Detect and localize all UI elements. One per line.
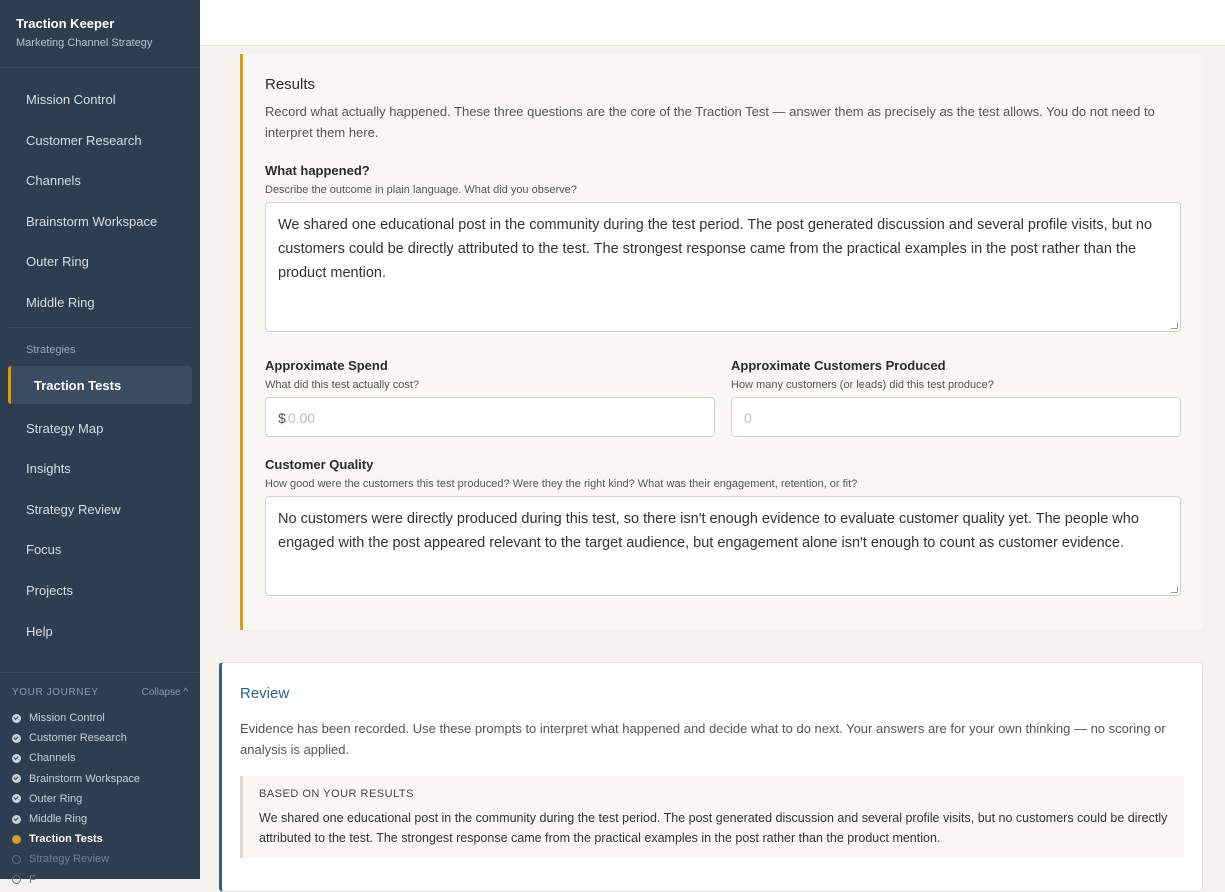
journey-item[interactable]: [12, 870, 188, 890]
journey-item-current[interactable]: [12, 829, 188, 849]
nav-item-focus[interactable]: Focus: [26, 542, 62, 558]
journey-item[interactable]: [12, 789, 188, 809]
journey-item-label: Middle Ring: [29, 813, 88, 826]
based-on-results-text: We shared one educational post in the community during the test period. The post generated discussion and several profile visits, but no customers could be directly attributed to the test. The strongest response came from the practical examples in the post rather than the product mention.: [259, 811, 1168, 845]
top-bar: [200, 0, 1225, 46]
based-on-results-title: BASED ON YOUR RESULTS: [259, 788, 414, 800]
spend-hint: What did this test actually cost?: [265, 379, 420, 391]
check-icon: [12, 794, 21, 803]
results-title: Results: [265, 76, 316, 93]
journey-panel: [0, 672, 200, 890]
currency-prefix: $: [278, 410, 286, 426]
check-icon: [12, 754, 21, 763]
pending-step-icon: [12, 875, 21, 884]
check-icon: [12, 815, 21, 824]
quality-hint: How good were the customers this test produced? Were they the right kind? What was their engagement, retention, or fit?: [265, 478, 858, 490]
review-section: [219, 662, 1203, 892]
check-icon: [12, 714, 21, 723]
journey-item[interactable]: [12, 809, 188, 829]
nav-item-strategy-map[interactable]: Strategy Map: [26, 420, 104, 436]
customers-input[interactable]: [731, 397, 1181, 437]
spend-field: [265, 338, 715, 437]
journey-item-label: Outer Ring: [29, 792, 83, 805]
nav-item-traction-tests[interactable]: Traction Tests: [8, 366, 192, 404]
customers-label: Approximate Customers Produced: [731, 358, 946, 373]
nav-item-help[interactable]: Help: [26, 623, 53, 639]
nav-item-customer-research[interactable]: Customer Research: [26, 132, 142, 148]
app-subtitle: Marketing Channel Strategy: [16, 37, 153, 49]
spend-placeholder: 0.00: [287, 410, 316, 426]
journey-item-label: Brainstorm Workspace: [29, 772, 141, 785]
journey-title: YOUR JOURNEY: [12, 687, 99, 698]
spend-customers-row: [265, 338, 1181, 437]
customers-placeholder: 0: [744, 410, 752, 426]
sidebar: [0, 0, 200, 886]
nav-section-strategies: Strategies: [26, 343, 76, 356]
based-on-results-box: [240, 776, 1184, 858]
quality-label: Customer Quality: [265, 457, 374, 472]
nav-item-brainstorm-workspace[interactable]: Brainstorm Workspace: [26, 213, 158, 229]
current-step-icon: [12, 835, 21, 844]
brand: [0, 0, 200, 68]
what-happened-textarea[interactable]: We shared one educational post in the community during the test period. The post generated discussion and several profile visits, but no customers could be directly attributed to the test. The strongest response came from the practical examples in the post rather than the product mention.: [265, 202, 1181, 332]
journey-item-label: F: [29, 873, 36, 886]
spend-input[interactable]: [265, 397, 715, 437]
journey-header: [12, 687, 188, 698]
journey-item[interactable]: [12, 748, 188, 768]
nav-item-strategy-review[interactable]: Strategy Review: [26, 501, 121, 517]
main-nav: [0, 68, 200, 648]
review-title: Review: [240, 685, 290, 702]
journey-item-label: Strategy Review: [29, 853, 110, 866]
results-description: Record what actually happened. These three questions are the core of the Traction Test — answer them as precisely as the test allows. You do not need to interpret them here.: [265, 104, 1155, 140]
app-title: Traction Keeper: [16, 16, 115, 31]
nav-item-middle-ring[interactable]: Middle Ring: [26, 294, 95, 310]
journey-item-label: Customer Research: [29, 732, 127, 745]
check-icon: [12, 774, 21, 783]
spend-label: Approximate Spend: [265, 358, 388, 373]
results-section: [240, 54, 1203, 630]
customers-hint: How many customers (or leads) did this test produce?: [731, 379, 994, 391]
nav-item-projects[interactable]: Projects: [26, 582, 73, 598]
what-happened-label: What happened?: [265, 163, 370, 178]
nav-item-outer-ring[interactable]: Outer Ring: [26, 254, 89, 270]
customers-field: [731, 338, 1181, 437]
journey-item[interactable]: [12, 849, 188, 869]
what-happened-hint: Describe the outcome in plain language. What did you observe?: [265, 184, 577, 196]
nav-item-insights[interactable]: Insights: [26, 461, 71, 477]
nav-item-mission-control[interactable]: Mission Control: [26, 92, 116, 107]
journey-item-label: Traction Tests: [29, 833, 103, 846]
journey-collapse-button[interactable]: Collapse ^: [141, 687, 188, 698]
pending-step-icon: [12, 855, 21, 864]
journey-item[interactable]: [12, 728, 188, 748]
journey-item[interactable]: [12, 769, 188, 789]
quality-textarea[interactable]: No customers were directly produced during this test, so there isn't enough evidence to evaluate customer quality yet. The people who engaged with the post appeared relevant to the target audience, but engagement alone isn't enough to count as customer evidence.: [265, 496, 1181, 596]
journey-item-label: Channels: [29, 752, 76, 765]
nav-item-channels[interactable]: Channels: [26, 173, 81, 189]
journey-item[interactable]: [12, 708, 188, 728]
review-description: Evidence has been recorded. Use these prompts to interpret what happened and decide what to do next. Your answers are for your own thinking — no scoring or analysis is applied.: [240, 721, 1166, 757]
journey-item-label: Mission Control: [29, 712, 105, 725]
check-icon: [12, 734, 21, 743]
